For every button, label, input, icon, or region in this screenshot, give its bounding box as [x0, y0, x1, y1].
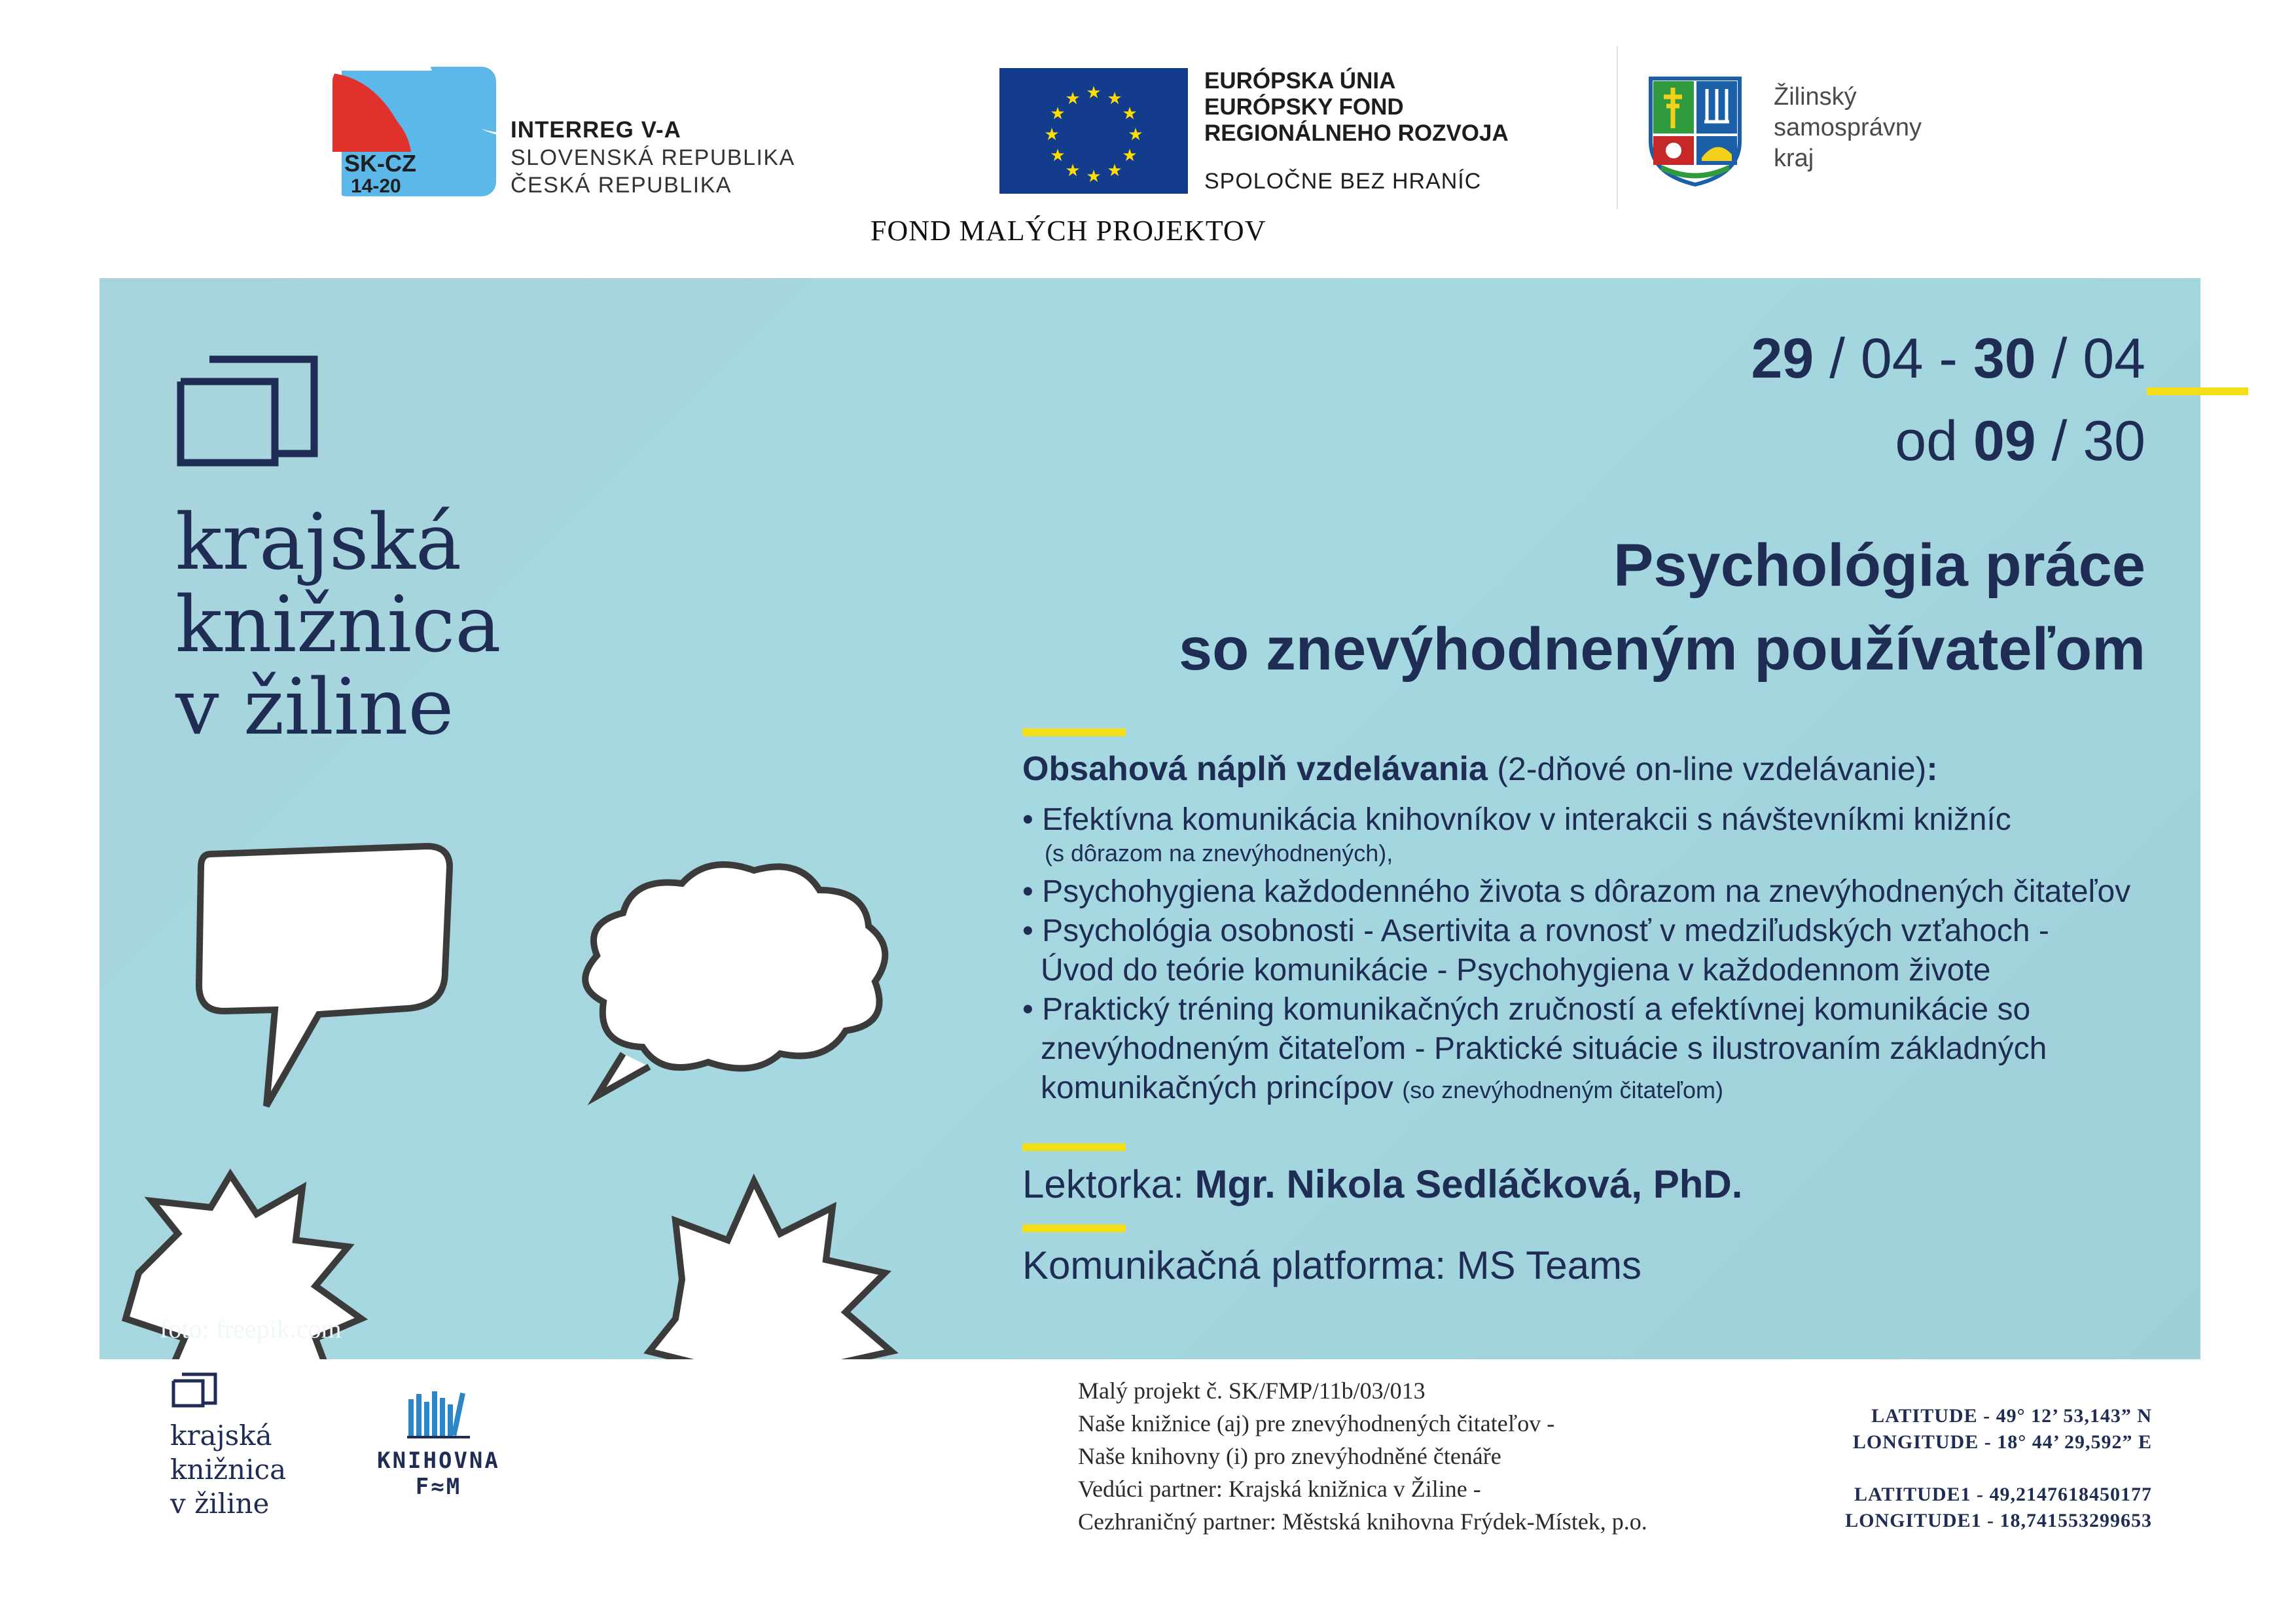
library-logo-small-icon — [171, 1372, 217, 1408]
starburst-icon-2 — [649, 1181, 891, 1359]
speech-bubble-icon — [199, 846, 450, 1106]
content-heading-sub: (2-dňové on-line vzdelávanie) — [1497, 751, 1927, 787]
time-minute: 30 — [2083, 410, 2145, 473]
lecturer — [1022, 1162, 1742, 1207]
project-line: Vedúci partner: Krajská knižnica v Žiline - — [1078, 1476, 1481, 1502]
svg-text:★: ★ — [1128, 124, 1143, 144]
svg-text:★: ★ — [1122, 145, 1138, 165]
eu-text — [1204, 68, 1509, 147]
project-line: Naše knižnice (aj) pre znevýhodnených čitateľov - — [1078, 1410, 1555, 1436]
title-line1: Psychológia práce — [1613, 532, 2145, 599]
accent-line — [1022, 1143, 1126, 1151]
content-heading — [1022, 749, 2174, 789]
footer-library-line1: krajská — [170, 1419, 272, 1452]
list-item-text: komunikačných princípov — [1041, 1071, 1393, 1105]
accent-line — [1022, 728, 1126, 736]
end-day: 30 — [1973, 327, 2036, 390]
svg-text:★: ★ — [1065, 160, 1081, 180]
svg-text:★: ★ — [1044, 124, 1060, 144]
list-item: • Psychohygiena každodenného života s dôrazom na znevýhodnených čitateľov — [1022, 874, 2131, 909]
svg-text:★: ★ — [1107, 160, 1122, 180]
start-time: od 09 / 30 — [1895, 410, 2145, 473]
interreg-line2: ČESKÁ REPUBLIKA — [511, 173, 732, 198]
longitude-decimal: LONGITUDE1 - 18,741553299653 — [1845, 1510, 2152, 1531]
time-hour: 09 — [1973, 410, 2036, 473]
svg-text:★: ★ — [1050, 103, 1066, 123]
accent-line — [1022, 1224, 1126, 1232]
project-line: Naše knihovny (i) pro znevýhodněné čtenáře — [1078, 1443, 1501, 1469]
start-month: 04 — [1860, 327, 1924, 390]
list-item: • Psychológia osobnosti - Asertivita a rovnosť v medziľudských vzťahoch - — [1022, 914, 2049, 948]
photo-credit: foto: freepik.com — [160, 1314, 342, 1344]
svg-text:★: ★ — [1122, 103, 1138, 123]
coordinates — [1845, 1403, 2152, 1534]
course-content — [1022, 749, 2174, 1108]
library-logo-icon — [177, 355, 321, 467]
knihovna-line2: F≈M — [415, 1474, 462, 1500]
library-name — [175, 497, 501, 752]
interreg-title: INTERREG V-A — [511, 117, 681, 143]
list-item: • Efektívna komunikácia knihovníkov v interakcii s návštevníkmi knižníc — [1022, 802, 2011, 837]
interreg-badge-line1: SK-CZ — [344, 150, 416, 177]
accent-line — [2147, 387, 2248, 395]
svg-text:★: ★ — [1050, 145, 1066, 165]
knihovna-fm-logo-icon — [407, 1389, 470, 1438]
eu-flag-icon — [999, 68, 1188, 194]
time-prefix: od — [1895, 410, 1958, 473]
zsk-text — [1774, 82, 1922, 174]
footer-library-line2: knižnica — [170, 1454, 287, 1486]
footer-library-line3: v žiline — [170, 1488, 270, 1520]
library-name-line2: knižnica — [175, 579, 501, 669]
eu-line1: EURÓPSKA ÚNIA — [1204, 68, 1396, 94]
event-banner — [99, 278, 2200, 1359]
longitude: LONGITUDE - 18° 44’ 29,592” E — [1852, 1431, 2152, 1453]
platform: Komunikačná platforma: MS Teams — [1022, 1243, 1641, 1287]
svg-text:★: ★ — [1086, 82, 1102, 102]
knihovna-fm-text — [357, 1448, 520, 1500]
library-name-line1: krajská — [175, 497, 462, 587]
eu-slogan: SPOLOČNE BEZ HRANÍC — [1204, 169, 1482, 194]
lecturer-label: Lektorka: — [1022, 1162, 1184, 1206]
divider — [1617, 46, 1618, 209]
library-name-line3: v žiline — [175, 662, 454, 752]
fund-title: FOND MALÝCH PROJEKTOV — [870, 215, 1266, 247]
list-item-continued: Úvod do teórie komunikácie - Psychohygiena v každodennom živote — [1041, 953, 1991, 988]
svg-text:★: ★ — [1107, 88, 1122, 108]
svg-text:★: ★ — [1086, 166, 1102, 186]
list-item-continued: znevýhodneným čitateľom - Praktické situácie s ilustrovaním základných — [1041, 1031, 2047, 1066]
svg-text:★: ★ — [1065, 88, 1081, 108]
project-line: Cezhraničný partner: Městská knihovna Frýdek-Místek, p.o. — [1078, 1508, 1647, 1535]
zsk-line2: samosprávny — [1774, 114, 1922, 141]
content-heading-colon: : — [1926, 750, 1938, 788]
zsk-crest-icon — [1648, 76, 1742, 187]
zsk-line3: kraj — [1774, 145, 1814, 172]
content-heading-title: Obsahová náplň vzdelávania — [1022, 750, 1488, 788]
latitude-decimal: LATITUDE1 - 49,2147618450177 — [1854, 1484, 2152, 1505]
project-line: Malý projekt č. SK/FMP/11b/03/013 — [1078, 1378, 1426, 1404]
event-title — [1179, 524, 2145, 691]
project-info — [1078, 1374, 1647, 1538]
interreg-text — [511, 116, 795, 199]
thought-bubble-icon — [585, 865, 885, 1068]
eu-line2: EURÓPSKY FOND — [1204, 94, 1404, 120]
zsk-line1: Žilinský — [1774, 83, 1857, 111]
date-range: 29 / 04 - 30 / 04 — [1751, 327, 2145, 390]
knihovna-line1: KNIHOVNA — [377, 1448, 500, 1474]
latitude: LATITUDE - 49° 12’ 53,143” N — [1871, 1405, 2152, 1427]
interreg-badge-line2: 14-20 — [351, 175, 401, 196]
interreg-logo-icon — [332, 67, 496, 196]
eu-line3: REGIONÁLNEHO ROZVOJA — [1204, 120, 1509, 146]
interreg-line1: SLOVENSKÁ REPUBLIKA — [511, 145, 795, 170]
list-item-continued — [1022, 1069, 2174, 1108]
event-dates — [1751, 317, 2146, 482]
title-line2: so znevýhodneným používateľom — [1178, 616, 2145, 683]
start-day: 29 — [1751, 327, 1814, 390]
footer-library-name — [170, 1419, 286, 1521]
list-item-note: (s dôrazom na znevýhodnených), — [1045, 840, 1393, 866]
lecturer-name: Mgr. Nikola Sedláčková, PhD. — [1194, 1162, 1743, 1206]
list-item-note: (so znevýhodneným čitateľom) — [1402, 1077, 1723, 1103]
list-item: • Praktický tréning komunikačných zručností a efektívnej komunikácie so — [1022, 992, 2031, 1027]
end-month: 04 — [2083, 327, 2145, 390]
